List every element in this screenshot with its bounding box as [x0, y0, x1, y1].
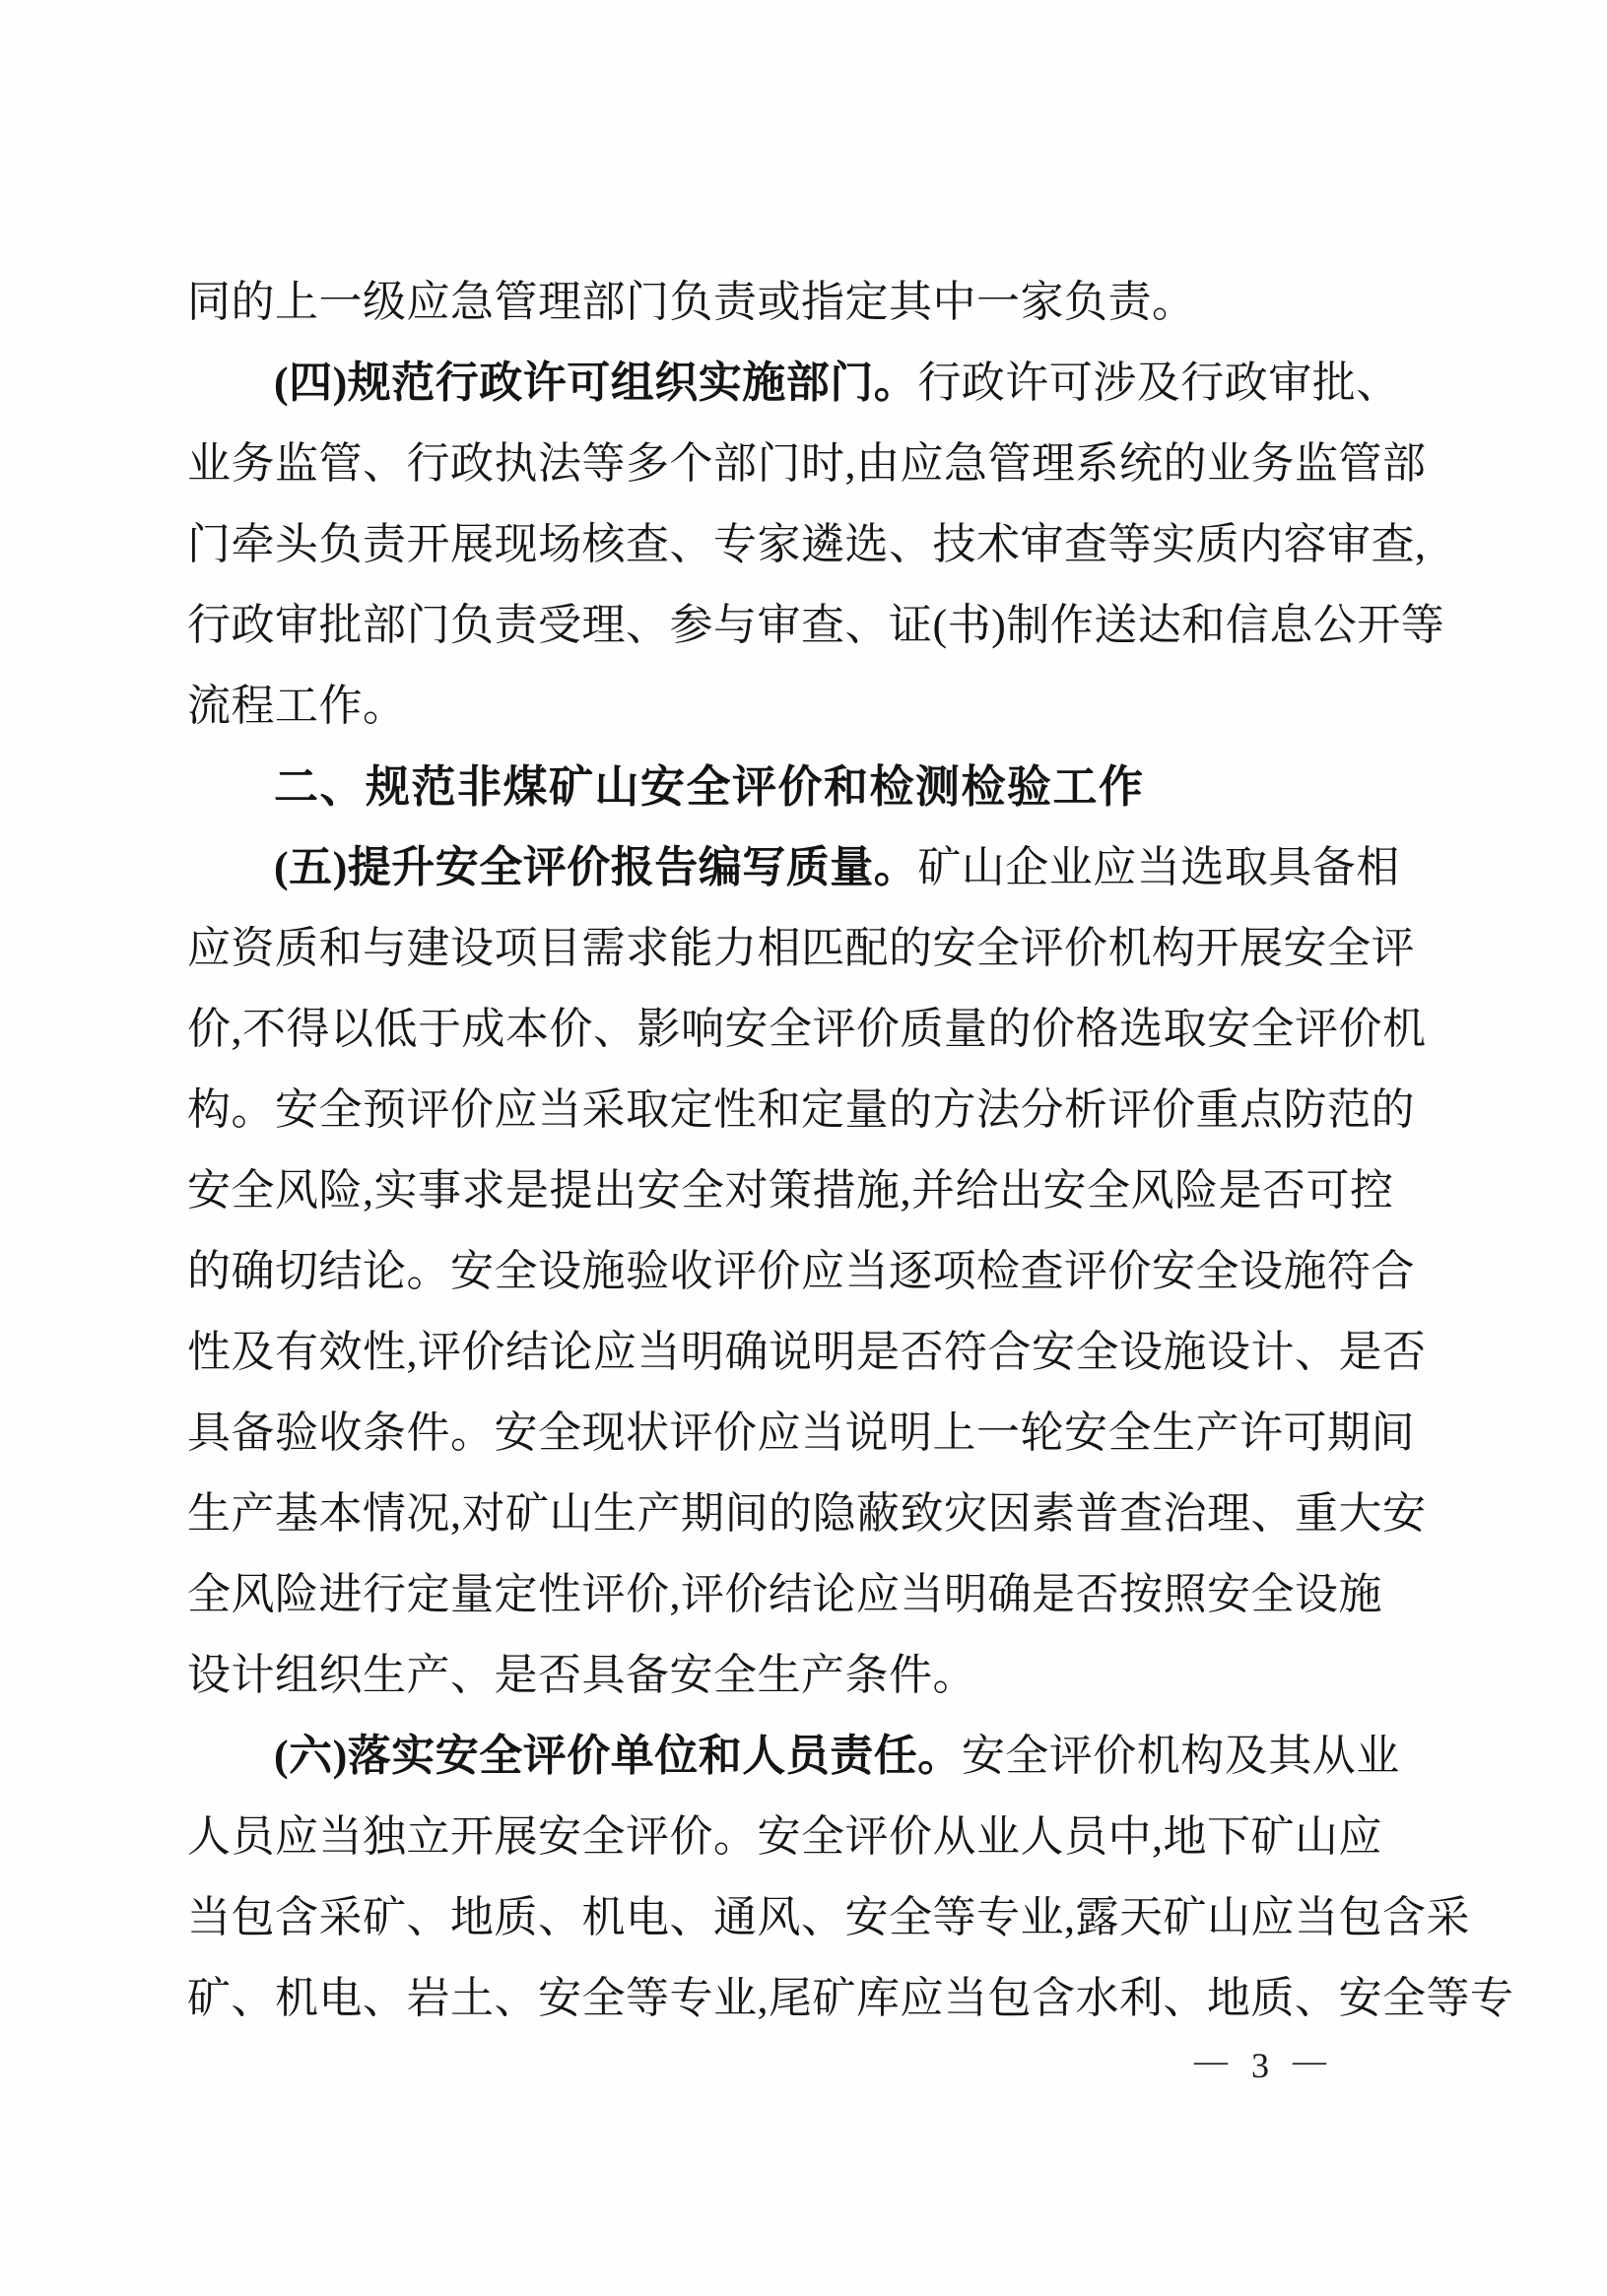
document-line: [187, 1312, 1429, 1393]
line-text: 矿山企业应当选取具备相: [917, 843, 1400, 891]
document-line: [187, 585, 1445, 666]
paragraph-lead: (四)规范行政许可组织实施部门。: [274, 359, 918, 407]
line-text: 安全风险,实事求是提出安全对策措施,并给出安全风险是否可控: [187, 1166, 1394, 1214]
document-line: [187, 424, 1429, 504]
document-line: [187, 1635, 1429, 1716]
document-line: [187, 1150, 1429, 1231]
line-text: 同的上一级应急管理部门负责或指定其中一家负责。: [187, 278, 1196, 326]
line-text: 的确切结论。安全设施验收评价应当逐项检查评价安全设施符合: [187, 1247, 1415, 1295]
document-line: [187, 1393, 1429, 1474]
page-number-value: 3: [1251, 2046, 1269, 2085]
line-text: 流程工作。: [187, 682, 407, 730]
document-line: [187, 1474, 1429, 1554]
page-number: [1194, 2045, 1326, 2086]
paragraph-start-line: [187, 1716, 1429, 1797]
paragraph-start-line: [187, 827, 1429, 908]
page-number-dash-right: —: [1293, 2043, 1326, 2079]
line-text: 门牵头负责开展现场核查、专家遴选、技术审查等实质内容审查,: [187, 520, 1427, 568]
line-text: 行政许可涉及行政审批、: [917, 359, 1400, 407]
document-line: [187, 1231, 1429, 1312]
line-text: 性及有效性,评价结论应当明确说明是否符合安全设施设计、是否: [187, 1328, 1427, 1376]
document-line: [187, 262, 1429, 343]
document-line: [187, 666, 1429, 747]
paragraph-start-line: [187, 343, 1429, 424]
line-text: 生产基本情况,对矿山生产期间的隐蔽致灾因素普查治理、重大安: [187, 1489, 1427, 1538]
document-line: [187, 1958, 1514, 2039]
line-text: 构。安全预评价应当采取定性和定量的方法分析评价重点防范的: [187, 1085, 1415, 1134]
line-text: 人员应当独立开展安全评价。安全评价从业人员中,地下矿山应: [187, 1812, 1382, 1861]
line-text: 矿、机电、岩土、安全等专业,尾矿库应当包含水利、地质、安全等专: [187, 1974, 1514, 2022]
line-text: 业务监管、行政执法等多个部门时,由应急管理系统的业务监管部: [187, 439, 1427, 488]
document-line: [187, 1877, 1470, 1958]
paragraph-lead: (五)提升安全评价报告编写质量。: [274, 843, 918, 891]
document-line: [187, 989, 1429, 1070]
paragraph-lead: (六)落实安全评价单位和人员责任。: [274, 1732, 962, 1780]
line-text: 安全评价机构及其从业: [961, 1732, 1400, 1780]
line-text: 全风险进行定量定性评价,评价结论应当明确是否按照安全设施: [187, 1570, 1382, 1618]
document-body: [187, 262, 1514, 2039]
line-text: 具备验收条件。安全现状评价应当说明上一轮安全生产许可期间: [187, 1409, 1415, 1457]
section-heading: 二、规范非煤矿山安全评价和检测检验工作: [274, 761, 1145, 812]
line-text: 设计组织生产、是否具备安全生产条件。: [187, 1651, 976, 1699]
line-text: 价,不得以低于成本价、影响安全评价质量的价格选取安全评价机: [187, 1005, 1427, 1053]
line-text: 当包含采矿、地质、机电、通风、安全等专业,露天矿山应当包含采: [187, 1893, 1470, 1941]
document-line: [187, 908, 1429, 989]
document-line: [187, 504, 1429, 585]
page-number-dash-left: —: [1194, 2043, 1228, 2079]
line-text: 行政审批部门负责受理、参与审查、证(书)制作送达和信息公开等: [187, 601, 1445, 649]
document-line: [187, 1797, 1429, 1877]
document-line: [187, 1070, 1429, 1150]
document-line: [187, 1554, 1429, 1635]
line-text: 应资质和与建设项目需求能力相匹配的安全评价机构开展安全评: [187, 924, 1415, 972]
